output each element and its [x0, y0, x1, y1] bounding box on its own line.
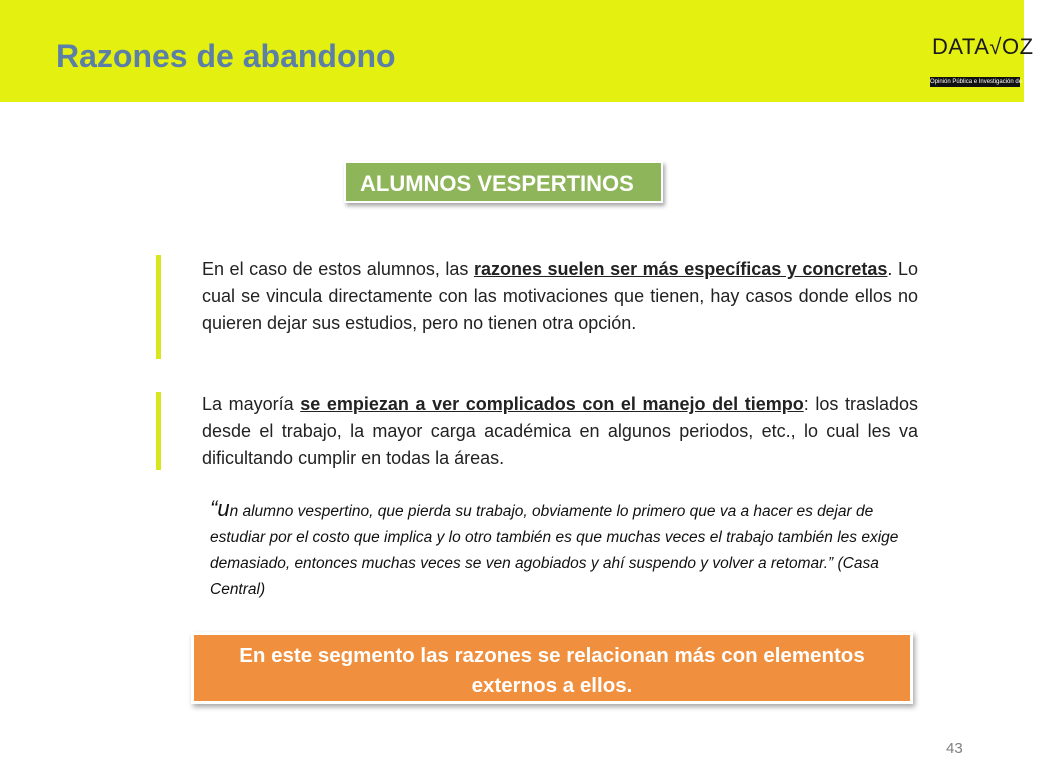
paragraph-1-emphasis: razones suelen ser más específicas y concretas [473, 259, 888, 279]
header-bar [0, 0, 1047, 102]
quote-open: “u [210, 496, 230, 521]
testimonial-quote [210, 496, 906, 603]
paragraph-1-lead: En el caso de estos alumnos, las [202, 259, 474, 279]
paragraph-2-lead: La mayoría [202, 394, 301, 414]
paragraph-2-rest: : los traslados desde el trabajo, la mayor carga académica en algunos periodos, etc., lo cual les va dificultando cumplir en todas la áreas. [202, 394, 918, 468]
page-number: 43 [946, 740, 963, 757]
page-title: Razones de abandono [56, 38, 396, 74]
quote-text: n alumno vespertino, que pierda su trabajo, obviamente lo primero que va a hacer es dejar de estudiar por el costo que implica y lo otro también es que muchas veces el trabajo también les exige demasiado, entonces muchas veces se ven agobiados y ahí suspendo y volver a retomar.” (Casa Central) [210, 503, 899, 598]
accent-bar-1 [156, 255, 161, 359]
paragraph-2-emphasis: se empiezan a ver complicados con el manejo del tiempo [300, 394, 804, 414]
datavoz-logo [928, 33, 1047, 91]
paragraph-2 [202, 391, 918, 472]
paragraph-1-rest: . Lo cual se vincula directamente con las motivaciones que tienen, hay casos donde ellos no quieren dejar sus estudios, pero no tienen otra opción. [202, 259, 918, 333]
section-badge: ALUMNOS VESPERTINOS [344, 161, 663, 203]
paragraph-1 [202, 256, 918, 337]
accent-bar-2 [156, 392, 161, 470]
logo-name: DATA√OZ [932, 34, 1034, 59]
conclusion-callout: En este segmento las razones se relacionan más con elementos externos a ellos. [191, 632, 913, 704]
logo-tagline: Opinión Pública e Investigación de Mercado [930, 79, 1047, 85]
